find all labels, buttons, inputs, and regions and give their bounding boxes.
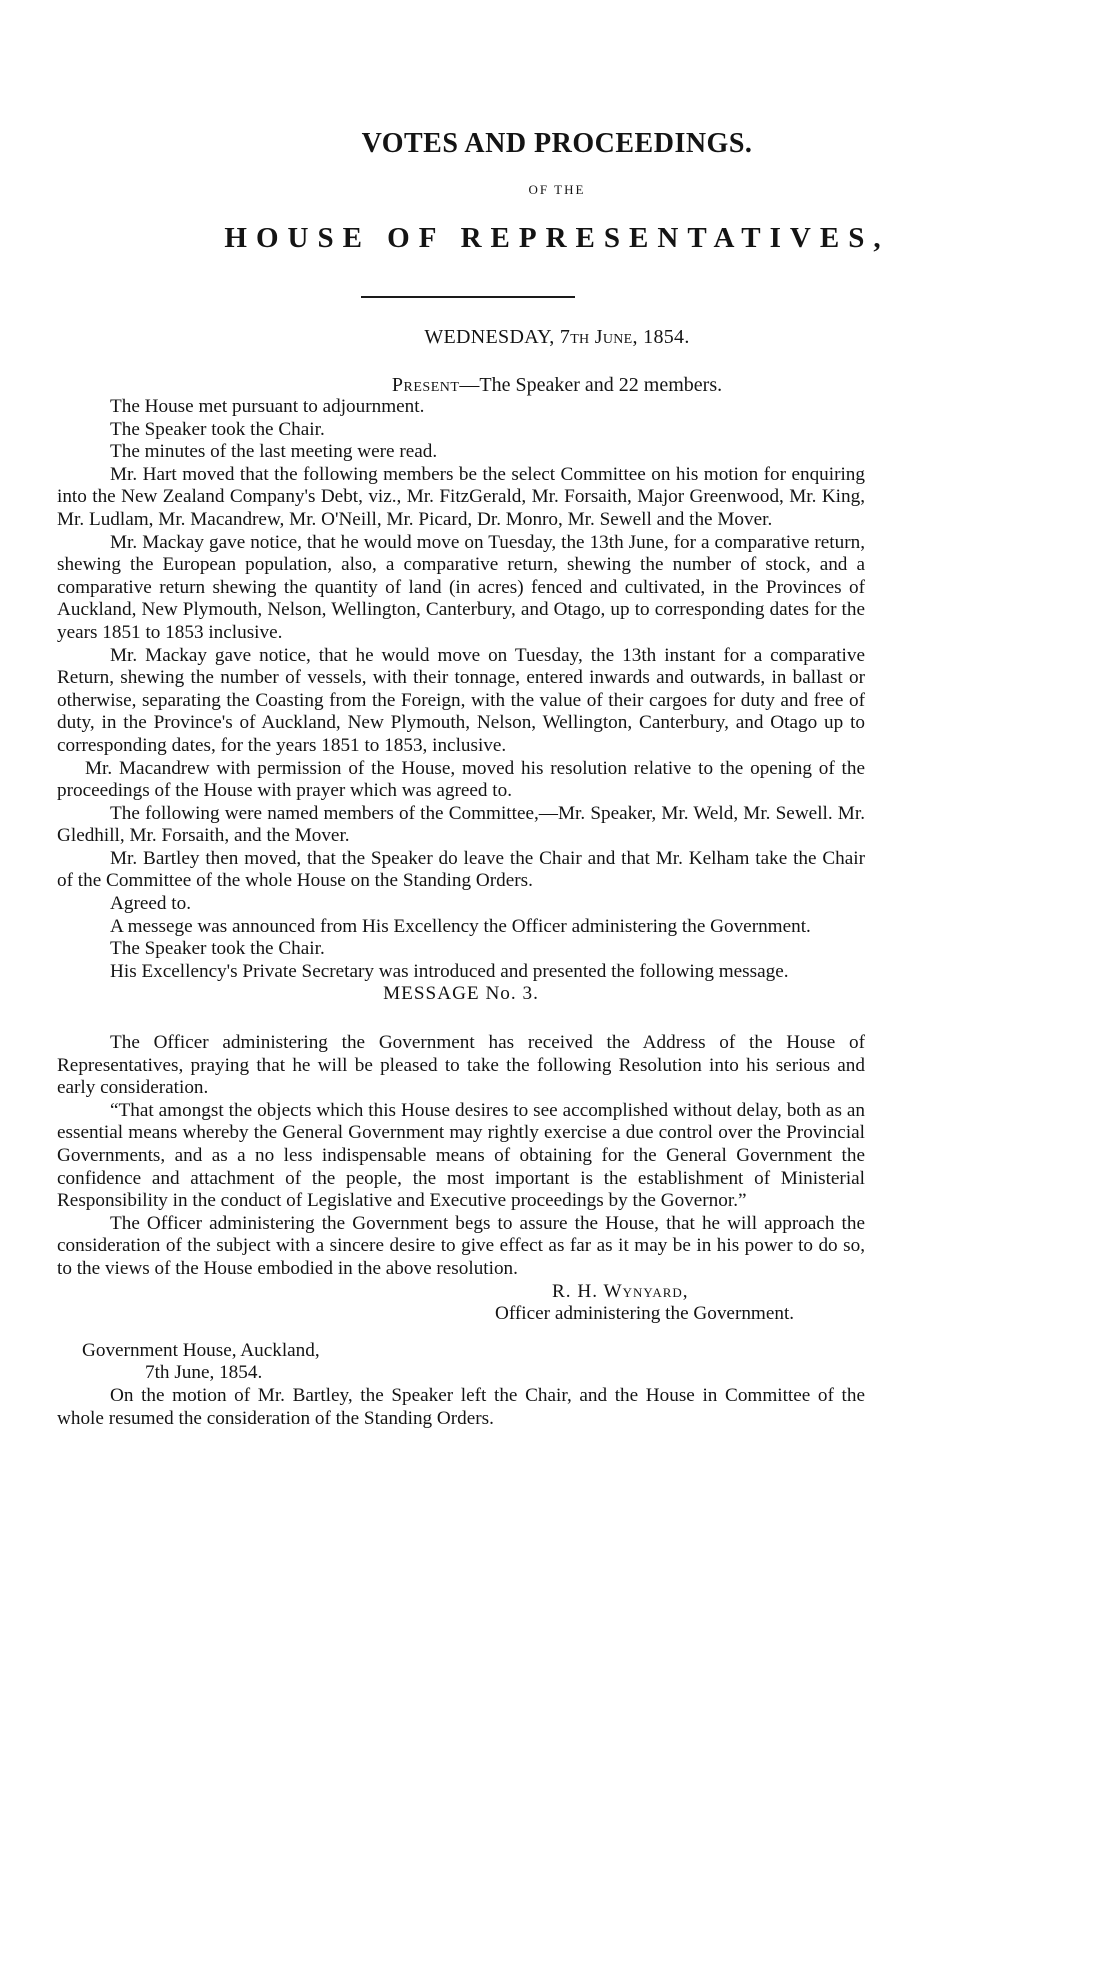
present-line — [0, 374, 1114, 397]
proceeding-paragraph: The following were named members of the Committee,—Mr. Speaker, Mr. Weld, Mr. Sewell. Mr. Gledhill, Mr. Forsaith, and the Mover. — [57, 802, 865, 847]
message-place: Government House, Auckland, — [82, 1339, 320, 1361]
closing-paragraph: On the motion of Mr. Bartley, the Speaker left the Chair, and the House in Committee of the whole resumed the consideration of the Standing Orders. — [57, 1384, 865, 1429]
date-day: 7th June, — [559, 326, 638, 348]
signature-title: Officer administering the Government. — [495, 1303, 795, 1325]
proceedings-body — [57, 396, 865, 1430]
date-year: 1854. — [643, 326, 690, 348]
proceeding-paragraph: Mr. Mackay gave notice, that he would move on Tuesday, the 13th June, for a comparative return, shewing the European population, also, a comparative return, shewing the number of stock, and a comparative return shewing the quantity of land (in acres) fenced and cultivated, in the Provinces of Auckland, New Plymouth, Nelson, Wellington, Canterbury, and Otago, up to corresponding dates for the years 1851 to 1853 inclusive. — [57, 531, 865, 643]
message-date: 7th June, 1854. — [145, 1362, 263, 1384]
message-resolution-quote: “That amongst the objects which this House desires to see accomplished without delay, both as an essential means whereby the General Government may rightly exercise a due control over the Provincial Governments, and as a no less indispensable means of obtaining for the General Government the confidence and attachment of the people, the most important is the establishment of Ministerial Responsibility in the conduct of Legislative and Executive proceedings by the Governor.” — [57, 1099, 865, 1212]
proceeding-paragraph: The minutes of the last meeting were read. — [110, 441, 438, 463]
proceeding-paragraph: Agreed to. — [110, 893, 191, 915]
proceeding-paragraph: Mr. Hart moved that the following members be the select Committee on his motion for enquiring into the New Zealand Company's Debt, viz., Mr. FitzGerald, Mr. Forsaith, Major Greenwood, Mr. King, Mr. Ludlam, Mr. Macandrew, Mr. O'Neill, Mr. Picard, Dr. Monro, Mr. Sewell and the Mover. — [57, 463, 865, 530]
proceeding-paragraph: His Excellency's Private Secretary was introduced and presented the following message. — [110, 960, 789, 982]
document-title: VOTES AND PROCEEDINGS. — [361, 128, 753, 159]
proceeding-paragraph: The Speaker took the Chair. — [110, 938, 325, 960]
message-heading: MESSAGE No. 3. — [383, 983, 539, 1005]
message-paragraph: The Officer administering the Government has received the Address of the House of Representatives, praying that he will be pleased to take the following Resolution into his serious and early consideration. — [57, 1032, 865, 1099]
proceeding-paragraph: Mr. Macandrew with permission of the House, moved his resolution relative to the opening of the proceedings of the House with prayer which was agreed to. — [57, 757, 865, 802]
divider-rule — [361, 296, 575, 298]
house-heading: HOUSE OF REPRESENTATIVES, — [224, 222, 890, 254]
proceeding-paragraph: The House met pursuant to adjournment. — [110, 396, 425, 417]
proceeding-paragraph: Mr. Bartley then moved, that the Speaker do leave the Chair and that Mr. Kelham take the Chair of the Committee of the whole House on the Standing Orders. — [57, 847, 865, 892]
message-paragraph: The Officer administering the Government begs to assure the House, that he will approach the consideration of the subject with a sincere desire to give effect as far as it may be in his power to do so, to the views of the House embodied in the above resolution. — [57, 1212, 865, 1279]
present-label: Present — [391, 374, 460, 396]
sitting-date — [0, 326, 1114, 349]
proceeding-paragraph: A messege was announced from His Excellency the Officer administering the Government. — [110, 915, 811, 937]
proceeding-paragraph: The Speaker took the Chair. — [110, 418, 325, 440]
date-weekday: WEDNESDAY, — [424, 326, 555, 348]
proceeding-paragraph: Mr. Mackay gave notice, that he would move on Tuesday, the 13th instant for a comparative Return, shewing the number of vessels, with their tonnage, entered inwards and outwards, in ballast or otherwise, separating the Coasting from the Foreign, with the value of their cargoes for duty and free of duty, in the Province's of Auckland, New Plymouth, Nelson, Wellington, Canterbury, and Otago up to corresponding dates, for the years 1851 to 1853, inclusive. — [57, 644, 865, 756]
signature-name: R. H. Wynyard, — [552, 1280, 689, 1302]
present-text: —The Speaker and 22 members. — [459, 374, 723, 396]
of-the-line: OF THE — [528, 182, 586, 197]
